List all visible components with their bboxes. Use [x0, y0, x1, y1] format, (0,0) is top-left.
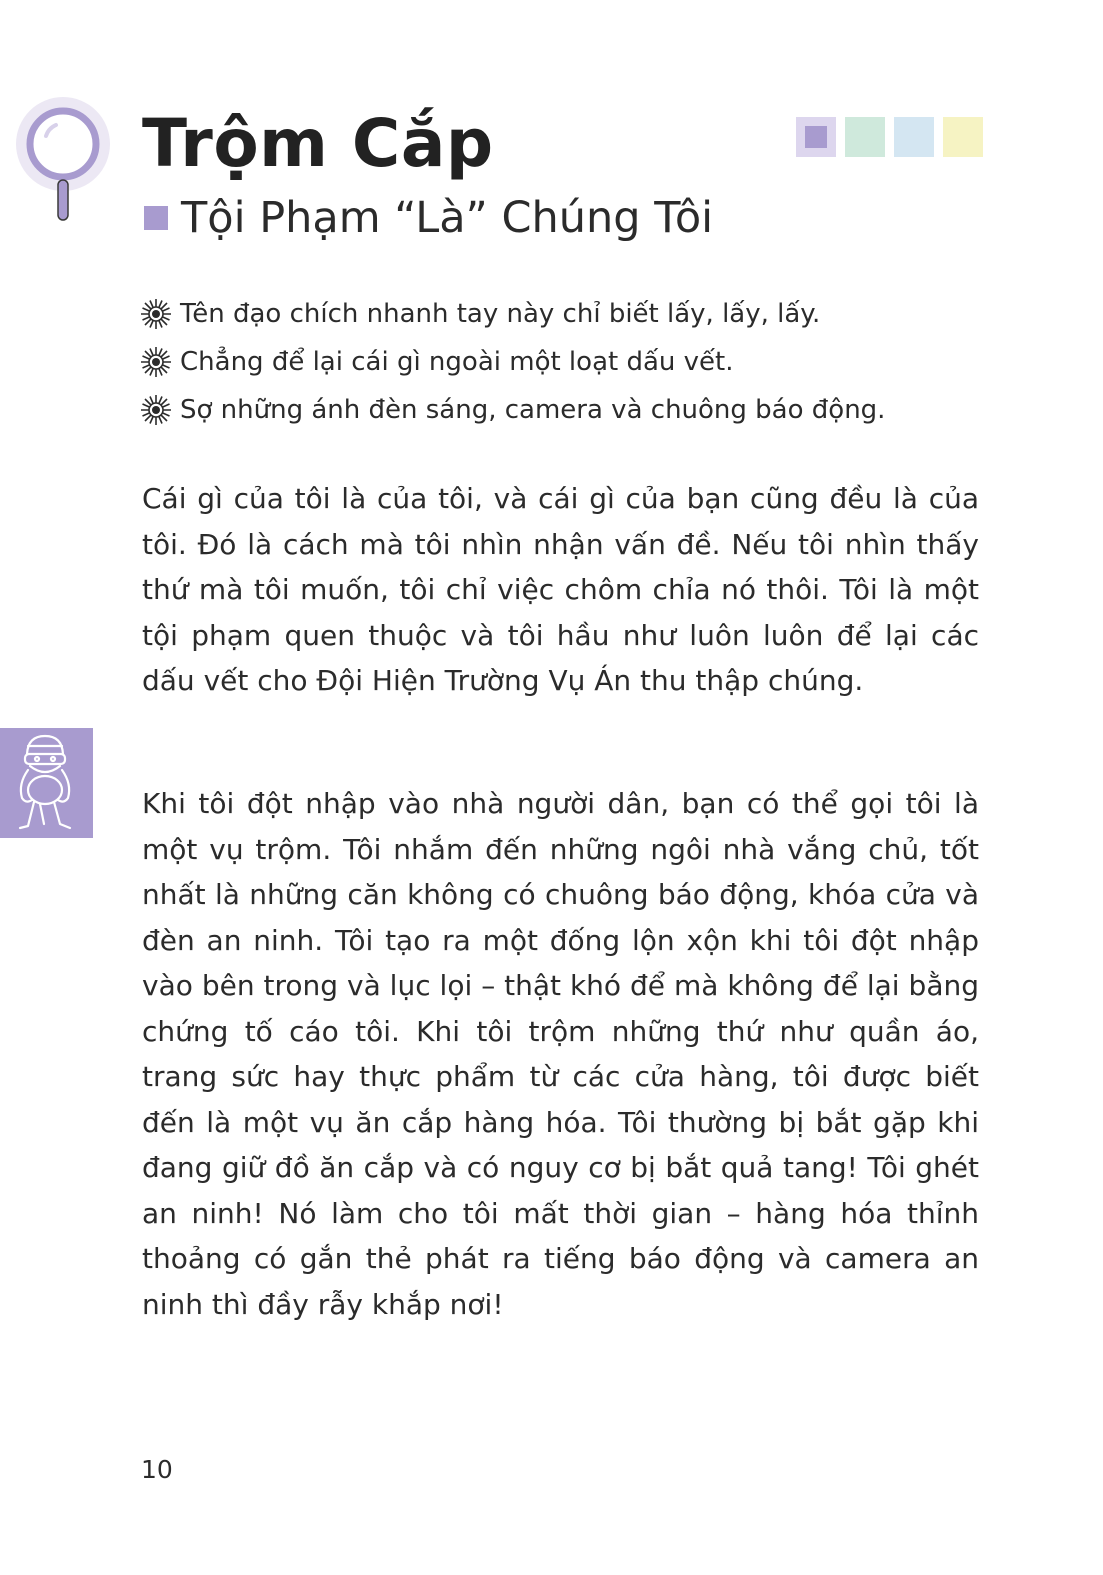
page-title: Trộm Cắp [142, 105, 494, 182]
body-paragraph-1: Cái gì của tôi là của tôi, và cái gì của bạn cũng đều là của tôi. Đó là cách mà tôi nhìn nhận vấn đề. Nếu tôi nhìn thấy thứ mà tôi muốn, tôi chỉ việc chôm chỉa nó thôi. Tôi là một tội phạm quen thuộc và tôi hầu như luôn luôn để lại các dấu vết cho Đội Hiện Trường Vụ Án thu thập chúng. [142, 482, 979, 697]
starburst-icon [140, 346, 172, 378]
swatch-yellow [943, 117, 983, 157]
bullet-item [140, 386, 1040, 434]
swatch-blue [894, 117, 934, 157]
swatch-green [845, 117, 885, 157]
color-swatches [796, 117, 983, 157]
bullet-text: Tên đạo chích nhanh tay này chỉ biết lấy, lấy, lấy. [180, 299, 821, 329]
burglar-icon [0, 728, 93, 838]
body-paragraph-2: Khi tôi đột nhập vào nhà người dân, bạn có thể gọi tôi là một vụ trộm. Tôi nhắm đến những ngôi nhà vắng chủ, tốt nhất là những căn không có chuông báo động, khóa cửa và đèn an ninh. Tôi tạo ra một đống lộn xộn khi tôi đột nhập vào bên trong và lục lọi – thật khó để mà không để lại bằng chứng tố cáo tôi. Khi tôi trộm những thứ như quần áo, trang sức hay thực phẩm từ các cửa hàng, tôi được biết đến là một vụ ăn cắp hàng hóa. Tôi thường bị bắt gặp khi đang giữ đồ ăn cắp và có nguy cơ bị bắt quả tang! Tôi ghét an ninh! Nó làm cho tôi mất thời gian – hàng hóa thỉnh thoảng có gắn thẻ phát ra tiếng báo động và camera an ninh thì đầy rẫy khắp nơi! [142, 787, 979, 1321]
bullet-text: Sợ những ánh đèn sáng, camera và chuông báo động. [180, 395, 886, 425]
page-subtitle [144, 190, 713, 246]
subtitle-square-icon [144, 206, 168, 230]
magnifying-glass-icon [14, 96, 112, 226]
subtitle-text: Tội Phạm “Là” Chúng Tôi [181, 193, 714, 243]
bullet-list [140, 290, 1040, 434]
page-number: 10 [141, 1455, 173, 1484]
starburst-icon [140, 298, 172, 330]
starburst-icon [140, 394, 172, 426]
bullet-item [140, 290, 1040, 338]
bullet-item [140, 338, 1040, 386]
bullet-text: Chẳng để lại cái gì ngoài một loạt dấu vết. [180, 347, 734, 377]
swatch-purple [796, 117, 836, 157]
